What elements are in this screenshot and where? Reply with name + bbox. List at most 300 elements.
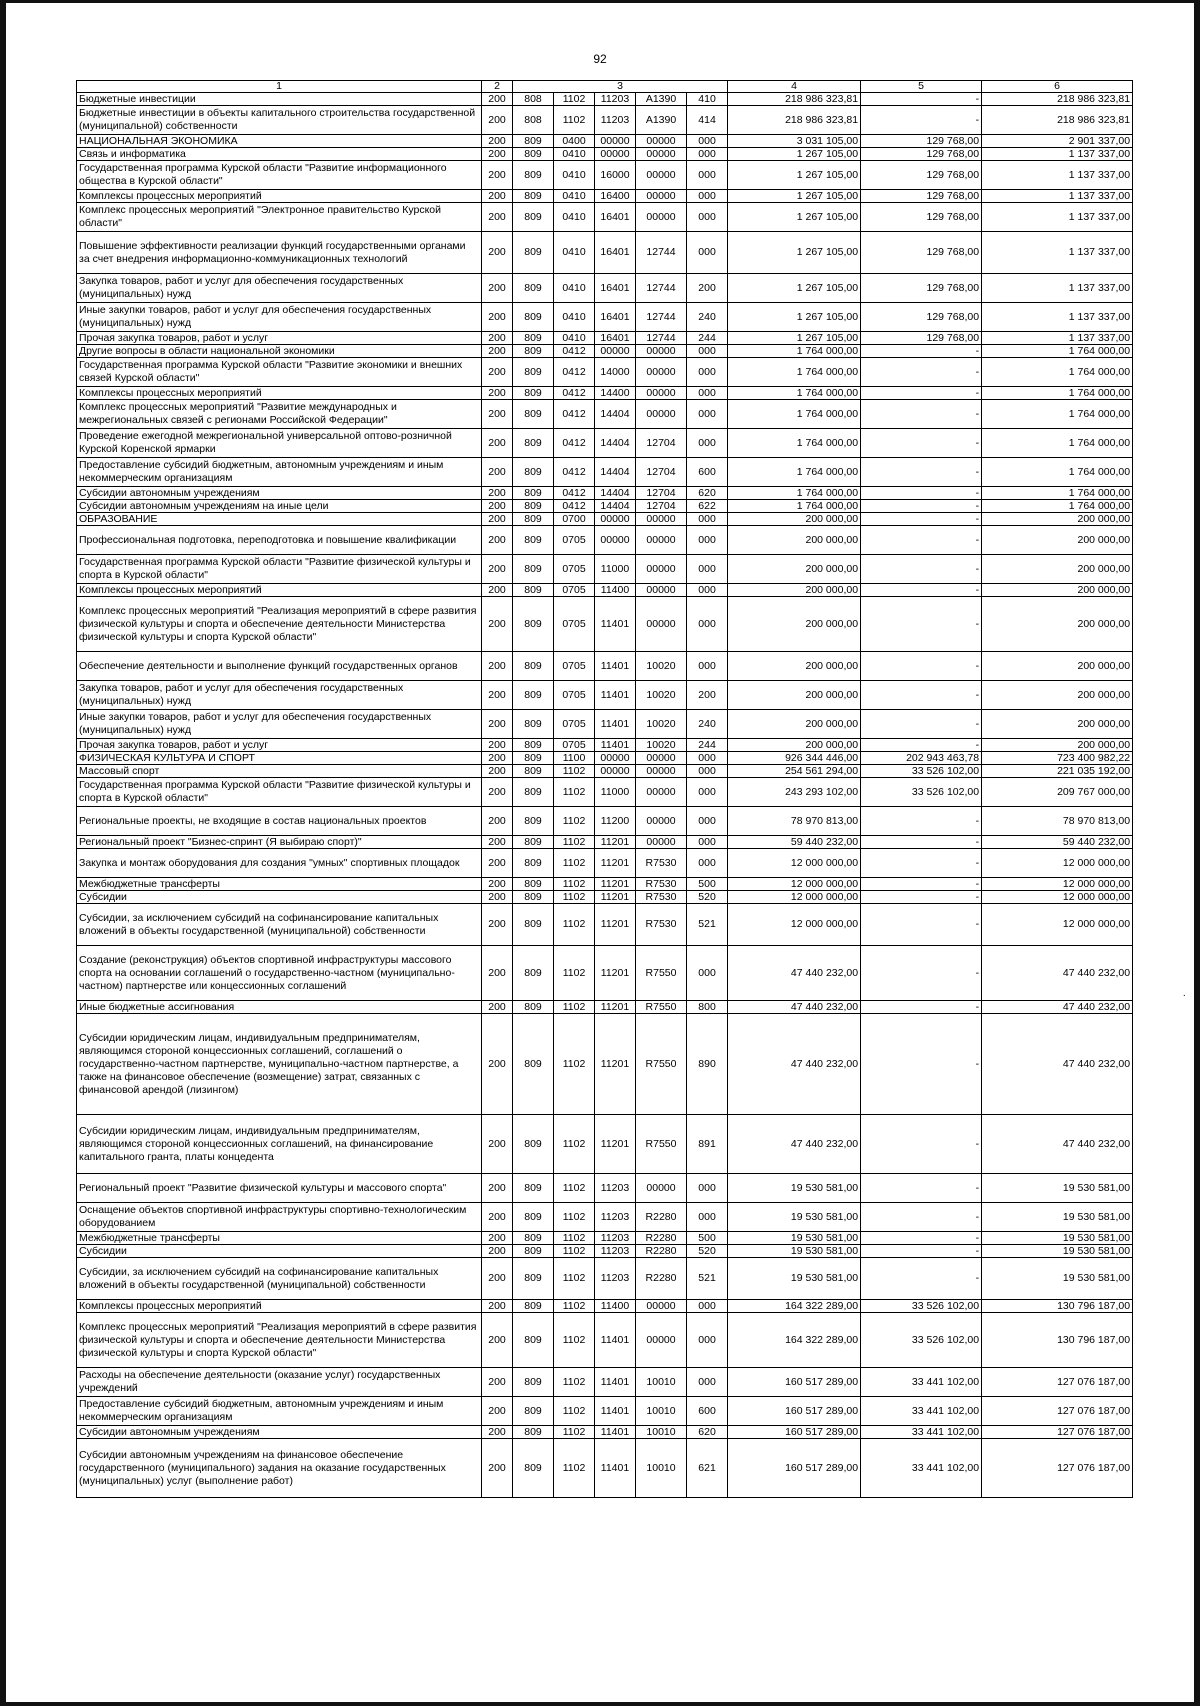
cell-name: Комплекс процессных мероприятий "Реализация мероприятий в сфере развития физической культуры и спорта и обеспечение деятельности Министерства физической культуры и спорта Курской области"	[77, 1313, 482, 1368]
header-col-4: 4	[728, 81, 861, 93]
table-row	[77, 513, 1133, 526]
cell-amount-col6: 127 076 187,00	[982, 1368, 1133, 1397]
cell-grbs: 200	[482, 849, 513, 878]
table-row	[77, 500, 1133, 513]
cell-amount-col6: 200 000,00	[982, 513, 1133, 526]
cell-code-1: 809	[513, 526, 554, 555]
table-row	[77, 807, 1133, 836]
cell-amount-col4: 1 267 105,00	[728, 161, 861, 190]
cell-amount-col6: 1 137 337,00	[982, 190, 1133, 203]
cell-code-3: 14404	[595, 458, 636, 487]
cell-code-3: 11203	[595, 1174, 636, 1203]
cell-amount-col6: 130 796 187,00	[982, 1313, 1133, 1368]
cell-code-5: 600	[687, 1397, 728, 1426]
cell-code-1: 809	[513, 1397, 554, 1426]
cell-amount-col6: 127 076 187,00	[982, 1439, 1133, 1498]
cell-code-4: R2280	[636, 1258, 687, 1300]
cell-code-4: R7550	[636, 946, 687, 1001]
cell-code-4: А1390	[636, 106, 687, 135]
cell-code-5: 000	[687, 190, 728, 203]
cell-amount-col5: -	[861, 652, 982, 681]
cell-code-1: 809	[513, 710, 554, 739]
cell-amount-col6: 200 000,00	[982, 652, 1133, 681]
cell-code-1: 809	[513, 1232, 554, 1245]
cell-amount-col5: -	[861, 836, 982, 849]
cell-code-3: 11201	[595, 946, 636, 1001]
cell-code-5: 000	[687, 849, 728, 878]
cell-code-1: 809	[513, 387, 554, 400]
cell-code-1: 809	[513, 303, 554, 332]
table-row	[77, 904, 1133, 946]
table-row	[77, 1174, 1133, 1203]
cell-amount-col6: 2 901 337,00	[982, 135, 1133, 148]
cell-code-1: 809	[513, 1426, 554, 1439]
cell-grbs: 200	[482, 135, 513, 148]
cell-code-3: 14404	[595, 400, 636, 429]
table-row	[77, 303, 1133, 332]
cell-code-4: 10020	[636, 681, 687, 710]
cell-amount-col6: 130 796 187,00	[982, 1300, 1133, 1313]
cell-amount-col5: -	[861, 93, 982, 106]
cell-code-1: 809	[513, 345, 554, 358]
cell-amount-col5: -	[861, 597, 982, 652]
table-row	[77, 1232, 1133, 1245]
cell-amount-col4: 47 440 232,00	[728, 1014, 861, 1115]
cell-grbs: 200	[482, 358, 513, 387]
cell-code-3: 11203	[595, 106, 636, 135]
cell-code-5: 000	[687, 161, 728, 190]
cell-code-1: 809	[513, 1203, 554, 1232]
cell-amount-col5: -	[861, 807, 982, 836]
cell-amount-col5: -	[861, 904, 982, 946]
cell-amount-col4: 1 764 000,00	[728, 345, 861, 358]
cell-code-3: 16401	[595, 232, 636, 274]
cell-code-1: 809	[513, 778, 554, 807]
cell-amount-col4: 3 031 105,00	[728, 135, 861, 148]
cell-code-4: 10020	[636, 710, 687, 739]
cell-code-1: 809	[513, 1313, 554, 1368]
cell-code-3: 11000	[595, 555, 636, 584]
table-row	[77, 1014, 1133, 1115]
cell-code-3: 11401	[595, 1426, 636, 1439]
cell-code-5: 000	[687, 778, 728, 807]
cell-amount-col6: 47 440 232,00	[982, 1115, 1133, 1174]
cell-amount-col6: 127 076 187,00	[982, 1397, 1133, 1426]
cell-code-4: 12744	[636, 332, 687, 345]
cell-name: Субсидии автономным учреждениям	[77, 487, 482, 500]
cell-code-1: 809	[513, 1258, 554, 1300]
table-row	[77, 584, 1133, 597]
cell-amount-col5: -	[861, 458, 982, 487]
cell-code-5: 000	[687, 135, 728, 148]
table-row	[77, 526, 1133, 555]
cell-name: ОБРАЗОВАНИЕ	[77, 513, 482, 526]
cell-amount-col4: 254 561 294,00	[728, 765, 861, 778]
cell-code-4: 00000	[636, 148, 687, 161]
cell-code-2: 1102	[554, 891, 595, 904]
cell-name: ФИЗИЧЕСКАЯ КУЛЬТУРА И СПОРТ	[77, 752, 482, 765]
cell-grbs: 200	[482, 429, 513, 458]
cell-grbs: 200	[482, 752, 513, 765]
cell-name: Расходы на обеспечение деятельности (оказание услуг) государственных учреждений	[77, 1368, 482, 1397]
cell-code-5: 520	[687, 1245, 728, 1258]
cell-code-3: 00000	[595, 526, 636, 555]
cell-amount-col5: -	[861, 584, 982, 597]
cell-code-1: 809	[513, 274, 554, 303]
cell-code-1: 809	[513, 807, 554, 836]
cell-amount-col5: 33 526 102,00	[861, 1300, 982, 1313]
cell-amount-col5: 129 768,00	[861, 274, 982, 303]
cell-code-2: 1100	[554, 752, 595, 765]
cell-code-4: 00000	[636, 513, 687, 526]
cell-code-3: 11401	[595, 1368, 636, 1397]
cell-code-1: 809	[513, 946, 554, 1001]
cell-amount-col6: 1 764 000,00	[982, 458, 1133, 487]
cell-code-4: 00000	[636, 778, 687, 807]
cell-code-5: 621	[687, 1439, 728, 1498]
cell-amount-col4: 200 000,00	[728, 597, 861, 652]
table-row	[77, 161, 1133, 190]
cell-amount-col4: 1 764 000,00	[728, 487, 861, 500]
table-row	[77, 597, 1133, 652]
cell-amount-col5: -	[861, 500, 982, 513]
cell-code-5: 800	[687, 1001, 728, 1014]
cell-amount-col6: 218 986 323,81	[982, 106, 1133, 135]
cell-amount-col5: 33 526 102,00	[861, 778, 982, 807]
cell-amount-col6: 1 764 000,00	[982, 429, 1133, 458]
cell-code-1: 809	[513, 849, 554, 878]
cell-name: Бюджетные инвестиции в объекты капитального строительства государственной (муниципальной) собственности	[77, 106, 482, 135]
cell-code-4: R2280	[636, 1245, 687, 1258]
cell-code-3: 11201	[595, 878, 636, 891]
cell-code-3: 00000	[595, 135, 636, 148]
cell-code-1: 808	[513, 106, 554, 135]
cell-code-5: 000	[687, 429, 728, 458]
cell-name: Субсидии	[77, 891, 482, 904]
cell-amount-col4: 1 267 105,00	[728, 303, 861, 332]
cell-code-5: 000	[687, 1203, 728, 1232]
cell-amount-col6: 723 400 982,22	[982, 752, 1133, 765]
cell-amount-col4: 200 000,00	[728, 681, 861, 710]
cell-code-5: 000	[687, 387, 728, 400]
cell-amount-col5: -	[861, 487, 982, 500]
cell-code-2: 1102	[554, 1014, 595, 1115]
cell-amount-col6: 200 000,00	[982, 597, 1133, 652]
header-col-3: 3	[513, 81, 728, 93]
table-row	[77, 681, 1133, 710]
cell-code-5: 000	[687, 765, 728, 778]
cell-amount-col6: 12 000 000,00	[982, 849, 1133, 878]
cell-code-3: 11201	[595, 1014, 636, 1115]
cell-amount-col5: -	[861, 429, 982, 458]
cell-grbs: 200	[482, 303, 513, 332]
table-row	[77, 836, 1133, 849]
cell-amount-col4: 78 970 813,00	[728, 807, 861, 836]
cell-code-5: 000	[687, 513, 728, 526]
cell-grbs: 200	[482, 807, 513, 836]
cell-grbs: 200	[482, 891, 513, 904]
cell-code-3: 11201	[595, 1001, 636, 1014]
cell-amount-col5: -	[861, 849, 982, 878]
table-row	[77, 1439, 1133, 1498]
cell-grbs: 200	[482, 946, 513, 1001]
table-row	[77, 387, 1133, 400]
cell-amount-col5: 129 768,00	[861, 190, 982, 203]
cell-amount-col4: 243 293 102,00	[728, 778, 861, 807]
cell-code-4: 10010	[636, 1368, 687, 1397]
cell-code-2: 0705	[554, 652, 595, 681]
cell-code-4: А1390	[636, 93, 687, 106]
header-col-2: 2	[482, 81, 513, 93]
cell-code-4: 00000	[636, 135, 687, 148]
table-row	[77, 274, 1133, 303]
cell-amount-col4: 1 267 105,00	[728, 203, 861, 232]
cell-amount-col4: 200 000,00	[728, 584, 861, 597]
cell-name: Комплекс процессных мероприятий "Развитие международных и межрегиональных связей с регионами Российской Федерации"	[77, 400, 482, 429]
cell-grbs: 200	[482, 836, 513, 849]
cell-code-3: 14000	[595, 358, 636, 387]
cell-code-3: 16401	[595, 332, 636, 345]
cell-amount-col6: 19 530 581,00	[982, 1245, 1133, 1258]
cell-amount-col6: 200 000,00	[982, 710, 1133, 739]
cell-amount-col6: 1 137 337,00	[982, 161, 1133, 190]
table-row	[77, 878, 1133, 891]
cell-code-3: 11401	[595, 1397, 636, 1426]
cell-amount-col6: 19 530 581,00	[982, 1258, 1133, 1300]
cell-name: Массовый спорт	[77, 765, 482, 778]
cell-amount-col5: 129 768,00	[861, 303, 982, 332]
cell-amount-col4: 12 000 000,00	[728, 891, 861, 904]
cell-code-4: 00000	[636, 555, 687, 584]
cell-amount-col4: 19 530 581,00	[728, 1174, 861, 1203]
cell-code-4: 00000	[636, 161, 687, 190]
cell-code-5: 000	[687, 836, 728, 849]
cell-amount-col6: 78 970 813,00	[982, 807, 1133, 836]
cell-code-2: 0412	[554, 358, 595, 387]
cell-code-3: 11401	[595, 1313, 636, 1368]
cell-code-4: 00000	[636, 765, 687, 778]
cell-amount-col6: 1 764 000,00	[982, 400, 1133, 429]
cell-amount-col4: 12 000 000,00	[728, 849, 861, 878]
table-row	[77, 358, 1133, 387]
cell-name: Субсидии автономным учреждениям на иные цели	[77, 500, 482, 513]
table-row	[77, 1001, 1133, 1014]
cell-amount-col4: 164 322 289,00	[728, 1313, 861, 1368]
cell-name: Предоставление субсидий бюджетным, автономным учреждениям и иным некоммерческим организациям	[77, 458, 482, 487]
cell-amount-col4: 164 322 289,00	[728, 1300, 861, 1313]
cell-amount-col5: 129 768,00	[861, 332, 982, 345]
cell-amount-col5: -	[861, 1014, 982, 1115]
cell-code-2: 1102	[554, 1439, 595, 1498]
cell-code-1: 809	[513, 891, 554, 904]
cell-code-4: 00000	[636, 190, 687, 203]
cell-code-5: 000	[687, 1174, 728, 1203]
cell-code-2: 1102	[554, 836, 595, 849]
cell-amount-col4: 1 267 105,00	[728, 332, 861, 345]
cell-code-2: 1102	[554, 1368, 595, 1397]
cell-amount-col5: -	[861, 710, 982, 739]
cell-name: Закупка товаров, работ и услуг для обеспечения государственных (муниципальных) нужд	[77, 681, 482, 710]
cell-amount-col6: 200 000,00	[982, 584, 1133, 597]
cell-code-1: 809	[513, 681, 554, 710]
cell-code-2: 0410	[554, 332, 595, 345]
cell-code-1: 809	[513, 1245, 554, 1258]
cell-code-2: 1102	[554, 1115, 595, 1174]
cell-code-3: 11201	[595, 836, 636, 849]
cell-amount-col4: 160 517 289,00	[728, 1397, 861, 1426]
cell-amount-col6: 1 137 337,00	[982, 148, 1133, 161]
cell-amount-col4: 12 000 000,00	[728, 904, 861, 946]
table-row	[77, 458, 1133, 487]
cell-grbs: 200	[482, 584, 513, 597]
header-col-5: 5	[861, 81, 982, 93]
cell-code-4: 12704	[636, 458, 687, 487]
cell-amount-col4: 200 000,00	[728, 526, 861, 555]
cell-code-5: 000	[687, 232, 728, 274]
cell-code-4: 00000	[636, 358, 687, 387]
cell-grbs: 200	[482, 400, 513, 429]
cell-code-2: 1102	[554, 946, 595, 1001]
cell-amount-col5: -	[861, 1245, 982, 1258]
cell-amount-col5: -	[861, 345, 982, 358]
cell-amount-col5: 129 768,00	[861, 135, 982, 148]
cell-grbs: 200	[482, 387, 513, 400]
cell-code-1: 809	[513, 752, 554, 765]
cell-code-1: 809	[513, 161, 554, 190]
table-row	[77, 1203, 1133, 1232]
cell-code-5: 891	[687, 1115, 728, 1174]
cell-amount-col6: 221 035 192,00	[982, 765, 1133, 778]
cell-grbs: 200	[482, 1014, 513, 1115]
cell-code-4: R7550	[636, 1001, 687, 1014]
cell-amount-col5: -	[861, 1174, 982, 1203]
cell-amount-col5: 33 441 102,00	[861, 1426, 982, 1439]
cell-amount-col5: -	[861, 513, 982, 526]
cell-amount-col4: 160 517 289,00	[728, 1439, 861, 1498]
cell-code-4: 00000	[636, 400, 687, 429]
cell-amount-col4: 12 000 000,00	[728, 878, 861, 891]
cell-name: Государственная программа Курской области "Развитие физической культуры и спорта в Курской области"	[77, 555, 482, 584]
cell-code-3: 00000	[595, 765, 636, 778]
cell-code-5: 000	[687, 807, 728, 836]
cell-code-4: 10010	[636, 1397, 687, 1426]
cell-grbs: 200	[482, 597, 513, 652]
cell-amount-col6: 1 764 000,00	[982, 358, 1133, 387]
cell-grbs: 200	[482, 1368, 513, 1397]
cell-code-4: R2280	[636, 1232, 687, 1245]
cell-code-2: 1102	[554, 1258, 595, 1300]
cell-code-1: 809	[513, 1439, 554, 1498]
cell-amount-col4: 200 000,00	[728, 513, 861, 526]
cell-code-4: R7530	[636, 891, 687, 904]
table-row	[77, 429, 1133, 458]
cell-code-5: 622	[687, 500, 728, 513]
cell-code-3: 11401	[595, 681, 636, 710]
cell-amount-col6: 209 767 000,00	[982, 778, 1133, 807]
cell-code-2: 1102	[554, 1001, 595, 1014]
cell-grbs: 200	[482, 1245, 513, 1258]
cell-code-2: 0705	[554, 710, 595, 739]
cell-code-5: 620	[687, 487, 728, 500]
cell-amount-col4: 1 764 000,00	[728, 358, 861, 387]
cell-code-4: 12704	[636, 500, 687, 513]
table-row	[77, 849, 1133, 878]
cell-amount-col4: 19 530 581,00	[728, 1245, 861, 1258]
cell-amount-col6: 47 440 232,00	[982, 1001, 1133, 1014]
cell-code-1: 809	[513, 584, 554, 597]
cell-grbs: 200	[482, 513, 513, 526]
table-row	[77, 1313, 1133, 1368]
cell-code-2: 1102	[554, 878, 595, 891]
table-row	[77, 135, 1133, 148]
cell-code-1: 809	[513, 358, 554, 387]
cell-amount-col4: 200 000,00	[728, 739, 861, 752]
cell-code-3: 00000	[595, 148, 636, 161]
cell-code-5: 000	[687, 1368, 728, 1397]
cell-code-4: 00000	[636, 807, 687, 836]
cell-code-3: 14404	[595, 429, 636, 458]
cell-amount-col4: 19 530 581,00	[728, 1258, 861, 1300]
cell-code-3: 11200	[595, 807, 636, 836]
cell-code-4: 00000	[636, 203, 687, 232]
scan-speck: ·	[1182, 990, 1186, 1001]
cell-amount-col5: -	[861, 555, 982, 584]
cell-code-3: 11401	[595, 739, 636, 752]
cell-code-5: 000	[687, 597, 728, 652]
cell-code-2: 0705	[554, 555, 595, 584]
cell-amount-col6: 1 137 337,00	[982, 332, 1133, 345]
cell-code-2: 1102	[554, 1397, 595, 1426]
cell-amount-col4: 200 000,00	[728, 710, 861, 739]
scan-border-top	[0, 0, 1200, 3]
table-row	[77, 555, 1133, 584]
cell-code-1: 809	[513, 836, 554, 849]
cell-code-3: 16401	[595, 274, 636, 303]
cell-code-4: R2280	[636, 1203, 687, 1232]
cell-code-2: 0410	[554, 203, 595, 232]
cell-code-4: R7530	[636, 904, 687, 946]
cell-code-4: 10010	[636, 1439, 687, 1498]
cell-code-4: 12744	[636, 232, 687, 274]
cell-name: Межбюджетные трансферты	[77, 878, 482, 891]
cell-name: Закупка и монтаж оборудования для создания "умных" спортивных площадок	[77, 849, 482, 878]
cell-code-2: 0410	[554, 274, 595, 303]
cell-name: Региональные проекты, не входящие в состав национальных проектов	[77, 807, 482, 836]
cell-amount-col5: 33 441 102,00	[861, 1397, 982, 1426]
table-row	[77, 946, 1133, 1001]
cell-name: Субсидии, за исключением субсидий на софинансирование капитальных вложений в объекты государственной (муниципальной) собственности	[77, 1258, 482, 1300]
cell-grbs: 200	[482, 190, 513, 203]
cell-grbs: 200	[482, 1232, 513, 1245]
cell-code-4: 12704	[636, 429, 687, 458]
cell-amount-col4: 1 764 000,00	[728, 429, 861, 458]
cell-code-2: 1102	[554, 1174, 595, 1203]
cell-code-2: 0410	[554, 161, 595, 190]
cell-amount-col4: 19 530 581,00	[728, 1203, 861, 1232]
scan-border-left	[0, 0, 6, 1706]
cell-code-4: 12744	[636, 303, 687, 332]
cell-code-1: 809	[513, 487, 554, 500]
cell-amount-col5: 129 768,00	[861, 161, 982, 190]
cell-name: Субсидии	[77, 1245, 482, 1258]
table-row	[77, 1115, 1133, 1174]
cell-code-1: 809	[513, 1115, 554, 1174]
cell-code-2: 0412	[554, 458, 595, 487]
cell-amount-col4: 1 764 000,00	[728, 387, 861, 400]
table-row	[77, 1397, 1133, 1426]
cell-amount-col5: 33 526 102,00	[861, 1313, 982, 1368]
cell-code-1: 809	[513, 739, 554, 752]
